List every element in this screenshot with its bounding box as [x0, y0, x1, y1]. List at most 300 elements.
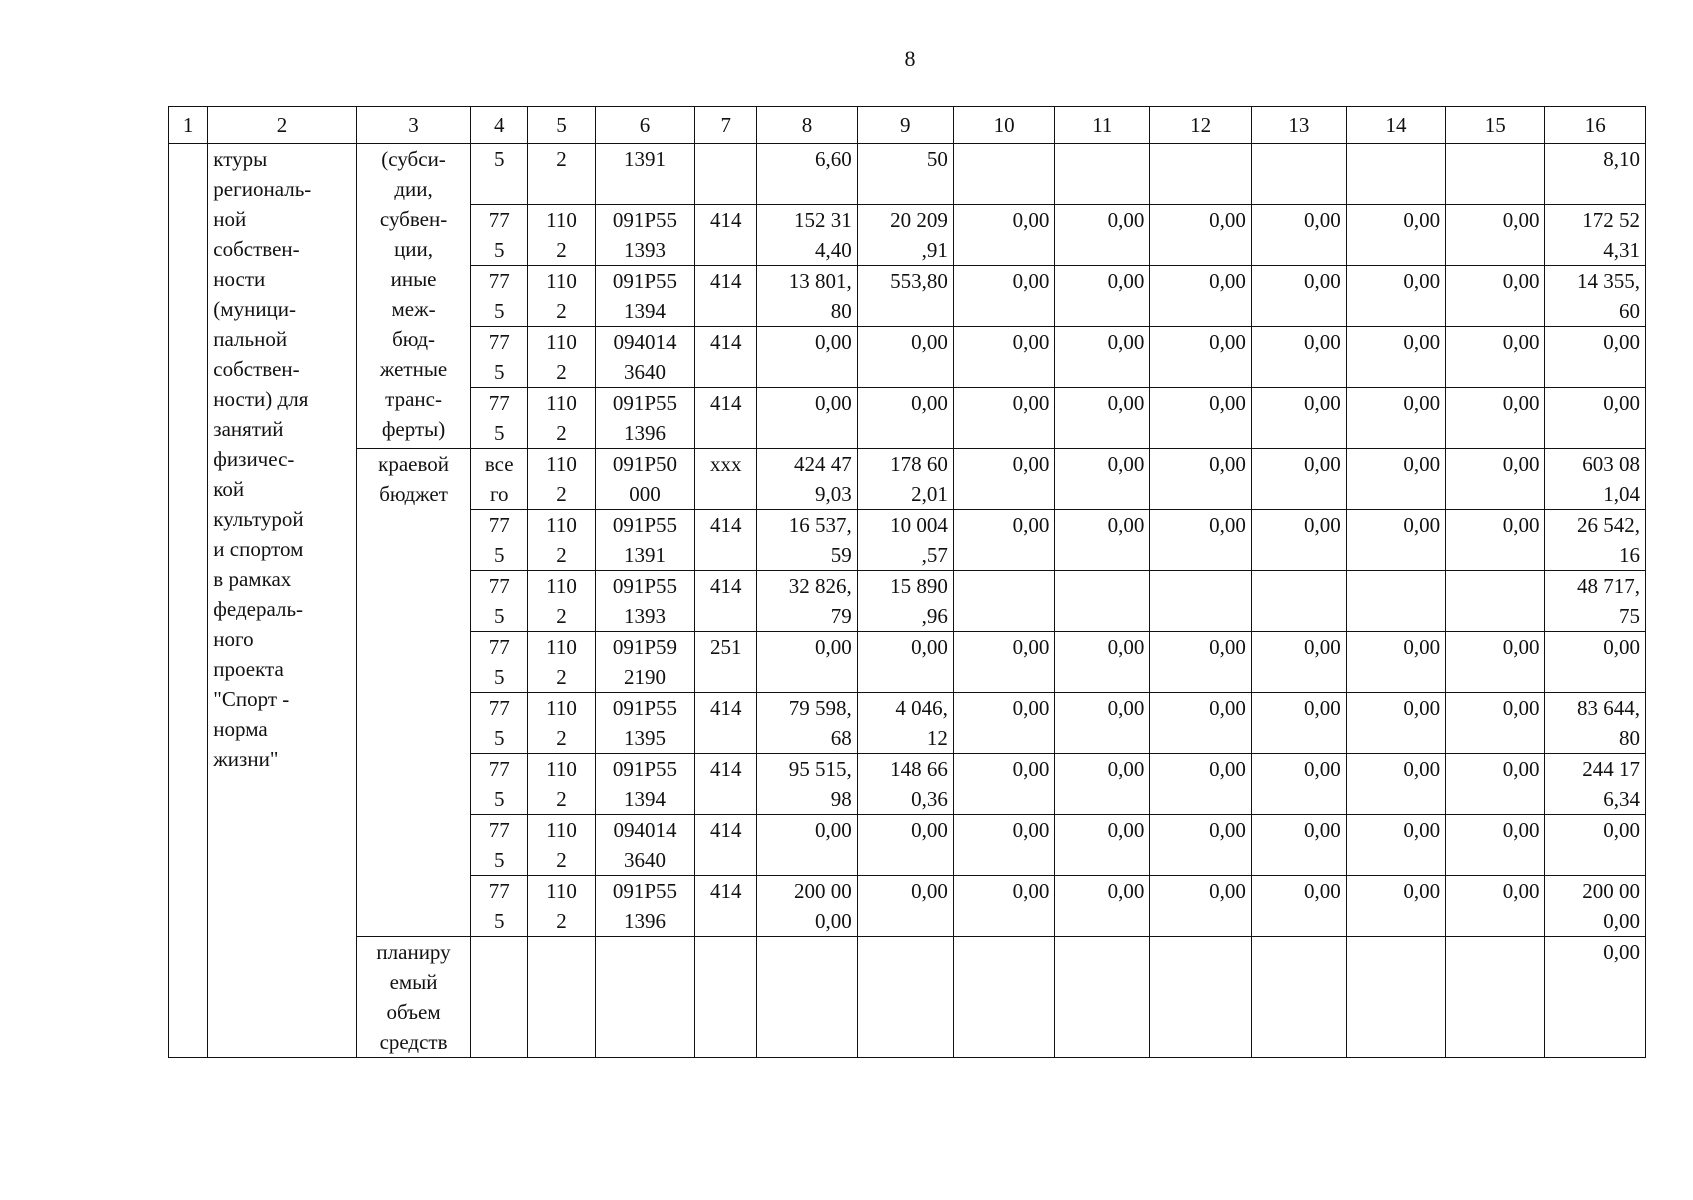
cell-col-7: [695, 510, 757, 571]
cell-col-9: [857, 815, 953, 876]
cell-line: 148 66: [890, 757, 948, 781]
cell-col-10: [953, 571, 1055, 632]
cell-spacer: [959, 144, 1050, 174]
cell-line: 5: [493, 665, 505, 689]
cell-spacer: [1155, 357, 1246, 387]
cell-spacer: [959, 357, 1050, 387]
cell-col-14: [1346, 571, 1445, 632]
cell-spacer: [700, 540, 751, 570]
funding-source-cell: [356, 937, 471, 1058]
cell-col-15: [1446, 754, 1545, 815]
cell-col-11: [1055, 449, 1150, 510]
cell-spacer: [959, 784, 1050, 814]
cell-spacer: [1257, 479, 1341, 509]
cell-col-7: [695, 205, 757, 266]
cell-spacer: [1352, 571, 1440, 601]
cell-spacer: [1155, 662, 1246, 692]
cell-spacer: [1451, 540, 1539, 570]
cell-spacer: [1257, 662, 1341, 692]
cell-line: 0,00: [1603, 909, 1640, 933]
cell-spacer: [700, 235, 751, 265]
cell-line: 0,00: [815, 635, 852, 659]
cell-line: 110: [546, 879, 577, 903]
cell-col-12: [1150, 266, 1252, 327]
cell-line: 0,00: [1403, 330, 1441, 354]
cell-spacer: [1352, 418, 1440, 448]
cell-line: бюджет: [379, 482, 448, 506]
cell-col-14: [1346, 937, 1445, 1058]
cell-line: 0,00: [1209, 635, 1246, 659]
cell-line: 091P55: [612, 208, 678, 232]
cell-col-12: [1150, 937, 1252, 1058]
cell-spacer: [1060, 662, 1144, 692]
cell-line: жетные: [379, 357, 448, 381]
cell-col-6: [595, 815, 694, 876]
cell-line: 0,00: [1304, 513, 1341, 537]
cell-line: 3640: [623, 848, 666, 872]
cell-col-8: [757, 388, 857, 449]
header-col-12: 12: [1150, 107, 1252, 144]
cell-line: 2,01: [911, 482, 948, 506]
cell-col-10: [953, 449, 1055, 510]
cell-line: 091P55: [612, 879, 678, 903]
cell-line: ,57: [921, 543, 948, 567]
cell-line: в рамках: [213, 567, 292, 591]
cell-col-15: [1446, 571, 1545, 632]
cell-line: 0,00: [1502, 757, 1540, 781]
cell-line: 0,00: [1304, 818, 1341, 842]
cell-line: 6,60: [815, 147, 852, 171]
cell-spacer: [700, 357, 751, 387]
cell-line: средств: [379, 1030, 448, 1054]
cell-col-9: [857, 449, 953, 510]
cell-line: 9,03: [815, 482, 852, 506]
cell-col-7: [695, 937, 757, 1058]
cell-line: 0,00: [1012, 391, 1050, 415]
cell-col-7: [695, 693, 757, 754]
cell-col-13: [1251, 876, 1346, 937]
cell-spacer: [1155, 937, 1246, 967]
cell-col-8: [757, 815, 857, 876]
cell-col-11: [1055, 571, 1150, 632]
cell-col-10: [953, 815, 1055, 876]
cell-line: 5: [493, 787, 505, 811]
cell-spacer: [959, 235, 1050, 265]
cell-line: 77: [488, 391, 510, 415]
cell-line: 110: [546, 635, 577, 659]
cell-line: 79: [830, 604, 852, 628]
cell-spacer: [1550, 357, 1640, 387]
cell-col-15: [1446, 510, 1545, 571]
cell-col-13: [1251, 632, 1346, 693]
cell-line: 414: [709, 818, 742, 842]
cell-spacer: [1451, 479, 1539, 509]
cell-col-6: [595, 388, 694, 449]
cell-line: иные: [390, 267, 437, 291]
cell-col-11: [1055, 693, 1150, 754]
cell-line: 110: [546, 452, 577, 476]
cell-line: 414: [709, 391, 742, 415]
cell-col-7: [695, 144, 757, 205]
cell-line: 0,00: [1209, 269, 1246, 293]
cell-spacer: [700, 662, 751, 692]
cell-col-12: [1150, 449, 1252, 510]
cell-col-13: [1251, 205, 1346, 266]
cell-col-13: [1251, 937, 1346, 1058]
cell-spacer: [1451, 845, 1539, 875]
cell-line: 2: [556, 543, 567, 567]
cell-line: 0,00: [1012, 452, 1050, 476]
cell-line: 110: [546, 330, 577, 354]
cell-line: 5: [493, 848, 505, 872]
cell-col-7: [695, 571, 757, 632]
description-cell: [208, 144, 356, 1058]
cell-col-8: [757, 876, 857, 937]
header-col-5: 5: [528, 107, 596, 144]
cell-col-13: [1251, 449, 1346, 510]
cell-spacer: [863, 357, 948, 387]
cell-col-9: [857, 205, 953, 266]
cell-line: 110: [546, 818, 577, 842]
cell-line: кой: [213, 477, 245, 501]
cell-line: культурой: [213, 507, 304, 531]
cell-spacer: [1352, 144, 1440, 174]
cell-col-9: [857, 937, 953, 1058]
cell-line: 110: [546, 757, 577, 781]
cell-col-11: [1055, 510, 1150, 571]
cell-line: 0,00: [1209, 879, 1246, 903]
table-row: [169, 144, 1646, 205]
cell-line: емый: [389, 970, 438, 994]
cell-line: 16 537,: [788, 513, 852, 537]
cell-line: 0,00: [1304, 757, 1341, 781]
cell-spacer: [1352, 479, 1440, 509]
cell-line: 0,00: [1502, 879, 1540, 903]
cell-line: го: [489, 482, 509, 506]
cell-col-11: [1055, 327, 1150, 388]
cell-line: 2: [556, 299, 567, 323]
cell-col-10: [953, 205, 1055, 266]
cell-spacer: [1451, 144, 1539, 174]
cell-line: 0,00: [1403, 452, 1441, 476]
cell-col-9: [857, 693, 953, 754]
cell-spacer: [1060, 784, 1144, 814]
cell-line: 110: [546, 574, 577, 598]
cell-col-6: [595, 571, 694, 632]
cell-line: 2: [556, 482, 567, 506]
cell-col-9: [857, 510, 953, 571]
cell-col-6: [595, 693, 694, 754]
cell-line: 0,00: [1209, 452, 1246, 476]
cell-spacer: [762, 662, 851, 692]
cell-col-16: [1545, 144, 1646, 205]
cell-line: 091P55: [612, 391, 678, 415]
cell-line: 2: [556, 665, 567, 689]
cell-line: 1393: [623, 238, 666, 262]
cell-line: 110: [546, 391, 577, 415]
cell-line: 0,00: [1107, 391, 1145, 415]
cell-spacer: [1060, 723, 1144, 753]
cell-line: 77: [488, 513, 510, 537]
cell-line: 77: [488, 635, 510, 659]
cell-spacer: [1257, 540, 1341, 570]
cell-col-13: [1251, 815, 1346, 876]
cell-line: 79 598,: [788, 696, 852, 720]
page-number: 8: [904, 46, 916, 71]
cell-line: "Спорт -: [213, 687, 290, 711]
cell-line: 0,00: [1304, 269, 1341, 293]
cell-line: 0,00: [1107, 330, 1145, 354]
cell-line: 2: [556, 421, 567, 445]
cell-line: 5: [493, 543, 505, 567]
cell-line: 2190: [623, 665, 666, 689]
cell-col-16: [1545, 815, 1646, 876]
cell-col-6: [595, 144, 694, 205]
cell-spacer: [1352, 937, 1440, 967]
cell-line: 091P59: [612, 635, 678, 659]
cell-spacer: [1550, 967, 1640, 997]
cell-col-10: [953, 266, 1055, 327]
cell-spacer: [601, 174, 689, 204]
cell-line: 094014: [613, 818, 677, 842]
cell-spacer: [1155, 479, 1246, 509]
cell-line: 1394: [623, 787, 666, 811]
cell-spacer: [700, 144, 751, 174]
cell-col-15: [1446, 205, 1545, 266]
cell-spacer: [762, 174, 851, 204]
cell-line: собствен-: [213, 357, 300, 381]
cell-line: 0,00: [815, 909, 852, 933]
cell-line: 12: [926, 726, 948, 750]
cell-spacer: [1155, 418, 1246, 448]
cell-line: 200 00: [1582, 879, 1640, 903]
cell-line: 77: [488, 757, 510, 781]
cell-line: 244 17: [1582, 757, 1640, 781]
cell-spacer: [1060, 937, 1144, 967]
cell-col-14: [1346, 815, 1445, 876]
cell-col-6: [595, 266, 694, 327]
cell-col-14: [1346, 144, 1445, 205]
cell-col-12: [1150, 205, 1252, 266]
cell-col-8: [757, 510, 857, 571]
cell-spacer: [700, 418, 751, 448]
cell-col-5: [528, 327, 596, 388]
cell-spacer: [700, 296, 751, 326]
cell-spacer: [1155, 906, 1246, 936]
cell-line: 10 004: [890, 513, 948, 537]
cell-line: 0,00: [1107, 269, 1145, 293]
cell-spacer: [1550, 174, 1640, 204]
cell-col-16: [1545, 693, 1646, 754]
cell-line: физичес-: [213, 447, 295, 471]
cell-col-7: [695, 754, 757, 815]
cell-line: 5: [493, 360, 505, 384]
cell-line: 2: [556, 238, 567, 262]
cell-line: 091P55: [612, 757, 678, 781]
cell-col-6: [595, 510, 694, 571]
cell-col-4: [471, 327, 528, 388]
cell-line: 0,00: [1209, 513, 1246, 537]
cell-line: объем: [386, 1000, 441, 1024]
cell-line: 0,00: [911, 818, 948, 842]
cell-col-8: [757, 937, 857, 1058]
cell-line: 0,00: [1502, 696, 1540, 720]
cell-line: 1396: [623, 421, 666, 445]
cell-line: 0,00: [1603, 818, 1640, 842]
cell-line: 0,00: [815, 818, 852, 842]
cell-col-4: [471, 632, 528, 693]
cell-col-9: [857, 571, 953, 632]
cell-line: 0,00: [1603, 391, 1640, 415]
header-col-2: 2: [208, 107, 356, 144]
cell-col-4: [471, 815, 528, 876]
cell-col-16: [1545, 510, 1646, 571]
header-col-15: 15: [1446, 107, 1545, 144]
cell-line: 1391: [623, 543, 666, 567]
cell-line: 0,00: [1403, 269, 1441, 293]
cell-line: 13 801,: [788, 269, 852, 293]
cell-col-15: [1446, 632, 1545, 693]
cell-spacer: [1257, 357, 1341, 387]
cell-spacer: [1155, 784, 1246, 814]
cell-col-6: [595, 754, 694, 815]
cell-col-12: [1150, 815, 1252, 876]
cell-col-9: [857, 144, 953, 205]
cell-line: 110: [546, 696, 577, 720]
budget-table: [168, 106, 1646, 1058]
cell-col-12: [1150, 327, 1252, 388]
cell-spacer: [533, 174, 590, 204]
header-col-8: 8: [757, 107, 857, 144]
cell-spacer: [1257, 144, 1341, 174]
cell-line: 0,00: [1107, 696, 1145, 720]
cell-spacer: [959, 479, 1050, 509]
cell-col-16: [1545, 937, 1646, 1058]
cell-col-16: [1545, 571, 1646, 632]
cell-line: 15 890: [890, 574, 948, 598]
cell-spacer: [1257, 235, 1341, 265]
cell-line: 0,00: [1107, 635, 1145, 659]
cell-line: 0,00: [1012, 696, 1050, 720]
cell-line: 414: [709, 208, 742, 232]
cell-spacer: [959, 662, 1050, 692]
cell-col-15: [1446, 693, 1545, 754]
cell-col-7: [695, 327, 757, 388]
cell-col-5: [528, 266, 596, 327]
cell-line: 0,00: [815, 330, 852, 354]
cell-line: 0,00: [1502, 391, 1540, 415]
cell-line: 0,00: [911, 635, 948, 659]
cell-spacer: [1352, 845, 1440, 875]
cell-col-4: [471, 449, 528, 510]
cell-line: дии,: [394, 177, 433, 201]
cell-col-14: [1346, 510, 1445, 571]
cell-line: 5: [493, 421, 505, 445]
header-col-11: 11: [1055, 107, 1150, 144]
cell-spacer: [959, 540, 1050, 570]
cell-line: 0,36: [911, 787, 948, 811]
funding-source-cell: [356, 144, 471, 449]
cell-line: ,96: [921, 604, 948, 628]
cell-col-7: [695, 449, 757, 510]
header-col-14: 14: [1346, 107, 1445, 144]
cell-spacer: [1060, 845, 1144, 875]
cell-line: ной: [213, 207, 247, 231]
cell-col-6: [595, 327, 694, 388]
cell-col-4: [471, 510, 528, 571]
cell-line: 5: [493, 238, 505, 262]
cell-spacer: [1060, 571, 1144, 601]
cell-line: 5: [493, 147, 505, 171]
cell-line: 091P55: [612, 696, 678, 720]
cell-col-11: [1055, 144, 1150, 205]
cell-col-12: [1150, 571, 1252, 632]
cell-line: 8,10: [1603, 147, 1640, 171]
cell-col-4: [471, 144, 528, 205]
table-body: [169, 144, 1646, 1058]
cell-col-6: [595, 876, 694, 937]
cell-line: 77: [488, 879, 510, 903]
cell-col-6: [595, 449, 694, 510]
cell-spacer: [700, 723, 751, 753]
cell-col-5: [528, 815, 596, 876]
cell-line: 1393: [623, 604, 666, 628]
cell-line: 0,00: [1209, 391, 1246, 415]
cell-col-5: [528, 937, 596, 1058]
cell-line: 0,00: [1403, 208, 1441, 232]
cell-line: 77: [488, 818, 510, 842]
cell-col-15: [1446, 815, 1545, 876]
cell-spacer: [863, 296, 948, 326]
cell-spacer: [762, 418, 851, 448]
cell-spacer: [1352, 235, 1440, 265]
cell-spacer: [1550, 418, 1640, 448]
cell-col-15: [1446, 388, 1545, 449]
cell-spacer: [863, 906, 948, 936]
cell-spacer: [1060, 235, 1144, 265]
cell-line: 0,00: [1209, 696, 1246, 720]
cell-line: 091P55: [612, 269, 678, 293]
cell-col-5: [528, 205, 596, 266]
cell-line: 48 717,: [1577, 574, 1640, 598]
cell-spacer: [1352, 784, 1440, 814]
cell-col-8: [757, 449, 857, 510]
cell-line: ции,: [394, 237, 434, 261]
cell-spacer: [1257, 906, 1341, 936]
cell-spacer: [1451, 784, 1539, 814]
header-col-9: 9: [857, 107, 953, 144]
cell-spacer: [1352, 662, 1440, 692]
cell-line: 0,00: [1107, 452, 1145, 476]
cell-line: 6,34: [1603, 787, 1640, 811]
cell-col-12: [1150, 510, 1252, 571]
cell-col-5: [528, 693, 596, 754]
cell-line: 414: [709, 879, 742, 903]
cell-spacer: [762, 937, 851, 967]
cell-col-16: [1545, 754, 1646, 815]
cell-col-11: [1055, 815, 1150, 876]
cell-col-5: [528, 510, 596, 571]
cell-line: 0,00: [1502, 635, 1540, 659]
cell-line: занятий: [213, 417, 284, 441]
cell-line: 091P55: [612, 513, 678, 537]
cell-spacer: [700, 845, 751, 875]
cell-line: 0,00: [1403, 513, 1441, 537]
cell-col-16: [1545, 388, 1646, 449]
cell-col-15: [1446, 449, 1545, 510]
cell-line: и спортом: [213, 537, 304, 561]
cell-spacer: [959, 906, 1050, 936]
